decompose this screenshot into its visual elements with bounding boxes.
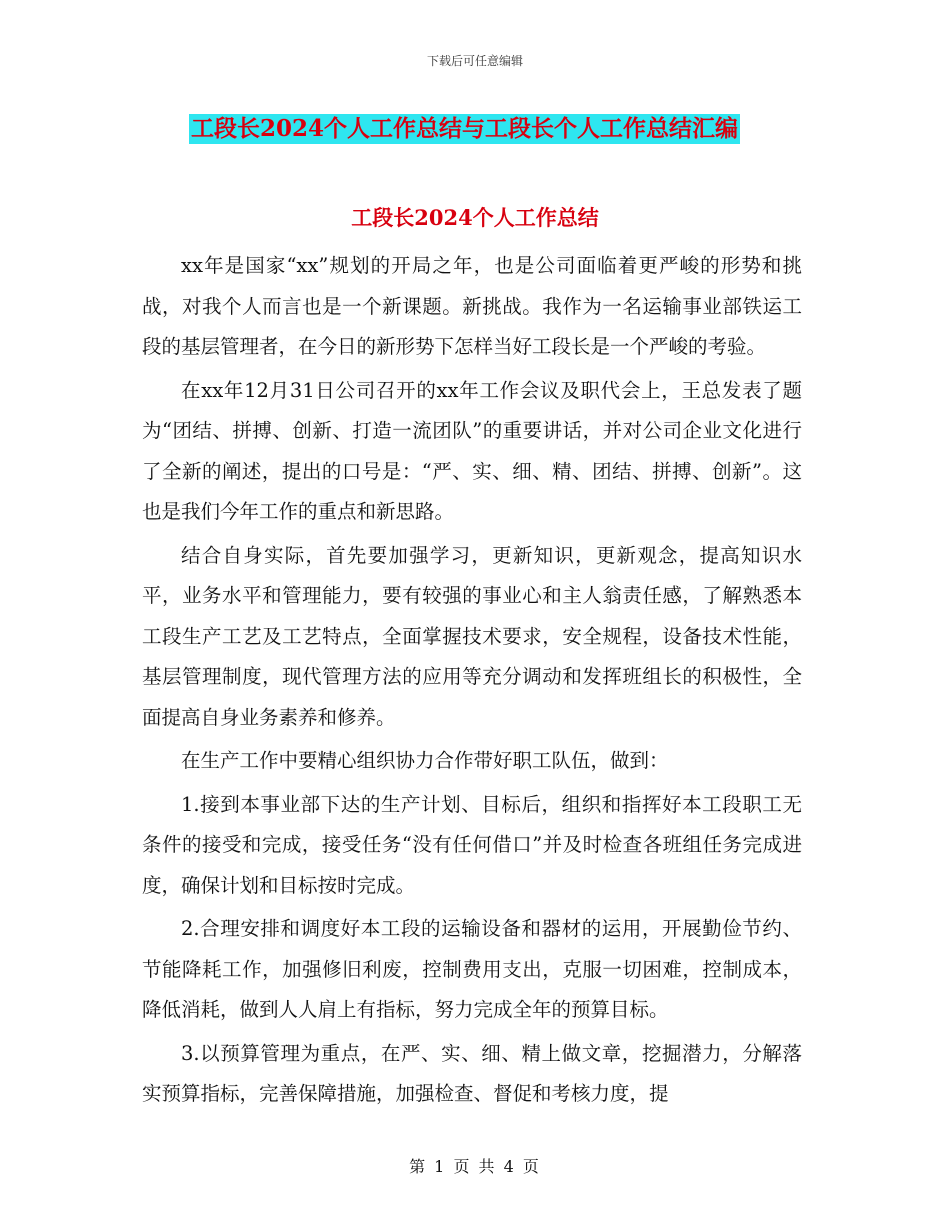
list-item: 1.接到本事业部下达的生产计划、目标后，组织和指挥好本工段职工无条件的接受和完成，接受任务“没有任何借口”并及时检查各班组任务完成进度，确保计划和目标按时完成。 (142, 792, 802, 897)
document-title: 工段长2024个人工作总结与工段长个人工作总结汇编 (191, 115, 739, 142)
paragraph: 结合自身实际，首先要加强学习，更新知识，更新观念，提高知识水平，业务水平和管理能力，要有较强的事业心和主人翁责任感，了解熟悉本工段生产工艺及工艺特点，全面掌握技术要求，安全规程，设备技术性能，基层管理制度，现代管理方法的应用等充分调动和发挥班组长的积极性，全面提高自身业务素养和修养。 (142, 543, 802, 729)
paragraph: 在生产工作中要精心组织协力合作带好职工队伍，做到： (181, 749, 669, 772)
paragraph: 在xx年12月31日公司召开的xx年工作会议及职代会上，王总发表了题为“团结、拼搏、创新、打造一流团队”的重要讲话，并对公司企业文化进行了全新的阐述，提出的口号是：“严、实、细、精、团结、拼搏、创新”。这也是我们今年工作的重点和新思路。 (142, 378, 802, 523)
paragraph: xx年是国家“xx”规划的开局之年，也是公司面临着更严峻的形势和挑战，对我个人而言也是一个新课题。新挑战。我作为一名运输事业部铁运工段的基层管理者，在今日的新形势下怎样当好工段长是一个严峻的考验。 (142, 254, 802, 358)
list-item: 2.合理安排和调度好本工段的运输设备和器材的运用，开展勤俭节约、节能降耗工作，加强修旧利废，控制费用支出，克服一切困难，控制成本，降低消耗，做到人人肩上有指标，努力完成全年的预算目标。 (142, 917, 802, 1021)
page-header-note: 下载后可任意编辑 (426, 54, 523, 68)
document-body (142, 246, 802, 1118)
section-title: 工段长2024个人工作总结 (351, 205, 599, 230)
list-item: 3.以预算管理为重点，在严、实、细、精上做文章，挖掘潜力，分解落实预算指标，完善保障措施，加强检查、督促和考核力度，提 (142, 1041, 802, 1105)
page-number-footer: 第 1 页 共 4 页 (409, 1157, 541, 1176)
